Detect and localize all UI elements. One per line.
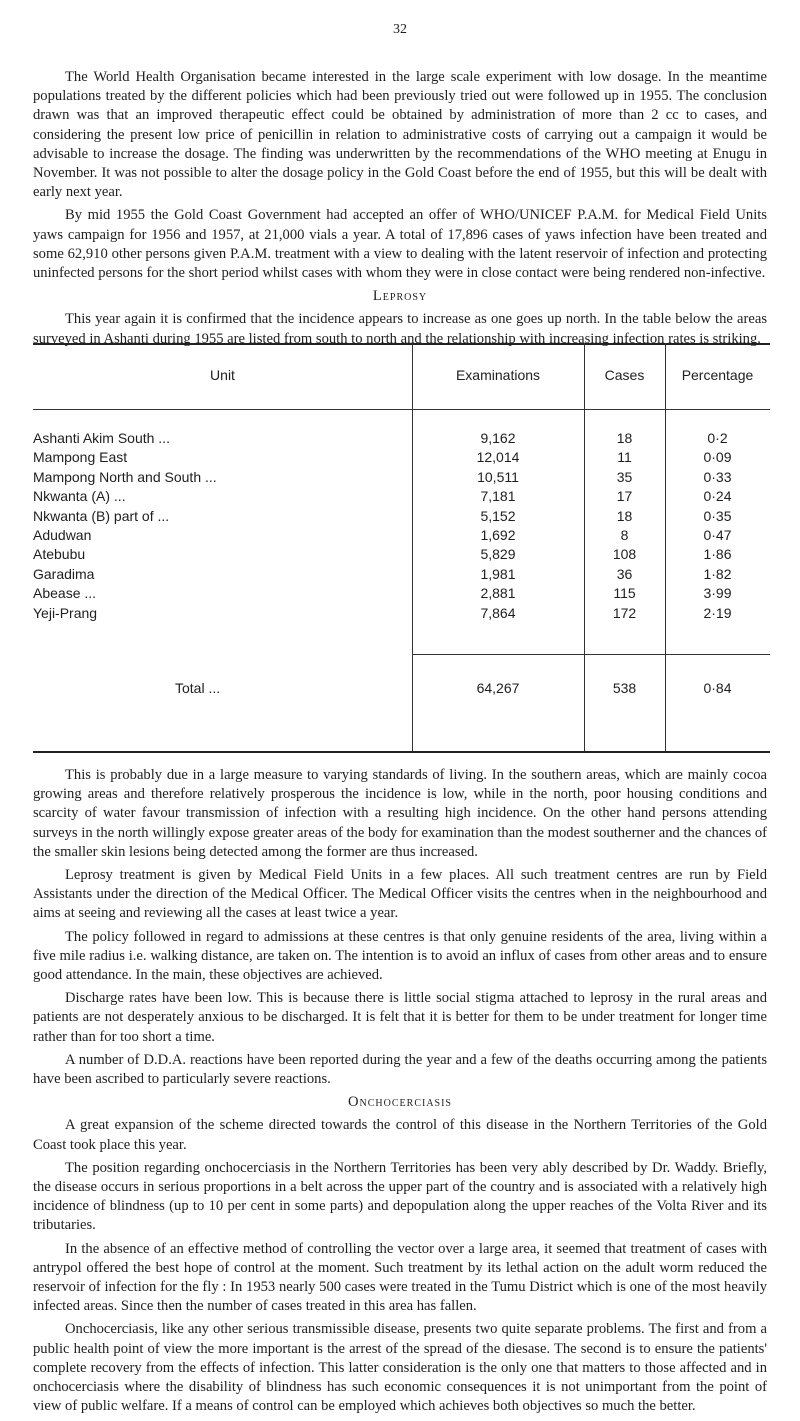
unit-name: Mampong East bbox=[33, 449, 128, 466]
page-number: 32 bbox=[393, 22, 407, 37]
upper-text bbox=[33, 68, 767, 353]
header-cases: Cases bbox=[604, 367, 645, 383]
percentage-value: 1·86 bbox=[703, 546, 732, 563]
leprosy-table bbox=[33, 343, 770, 755]
percentage-value: 1·82 bbox=[703, 565, 732, 582]
table-rule-total bbox=[412, 654, 770, 655]
header-unit: Unit bbox=[210, 367, 235, 383]
cases-value: 172 bbox=[612, 604, 637, 621]
unit-name: Nkwanta (A) ... bbox=[33, 488, 126, 505]
unit-name: Yeji-Prang bbox=[33, 604, 98, 621]
examinations-value: 10,511 bbox=[477, 468, 519, 485]
paragraph: Leprosy treatment is given by Medical Field Units in a few places. All such treatment centres are run by Field Assistants under the direction of the Medical Officer. The Medical Officer visits the centres when in the neighbourhood and aims at seeing and reviewing all the cases at least twice a year. bbox=[33, 867, 767, 922]
examinations-value: 1,981 bbox=[480, 565, 516, 582]
examinations-value: 7,864 bbox=[480, 604, 516, 621]
percentage-value: 0·35 bbox=[703, 507, 732, 524]
cases-value: 108 bbox=[612, 546, 637, 563]
unit-name: Garadima bbox=[33, 565, 95, 582]
cases-value: 18 bbox=[616, 507, 633, 524]
cases-value: 11 bbox=[617, 449, 632, 466]
percentage-value: 0·09 bbox=[703, 449, 732, 466]
section-heading-leprosy: Leprosy bbox=[372, 288, 428, 305]
examinations-value: 5,829 bbox=[480, 546, 516, 563]
cases-value: 36 bbox=[616, 565, 633, 582]
paragraph: A number of D.D.A. reactions have been reported during the year and a few of the deaths occurring among the patients have been ascribed to particularly severe reactions. bbox=[33, 1051, 767, 1088]
unit-name: Abease ... bbox=[33, 585, 97, 602]
percentage-value: 0·24 bbox=[703, 488, 732, 505]
total-percentage: 0·84 bbox=[703, 680, 732, 696]
examinations-value: 5,152 bbox=[480, 507, 516, 524]
section-heading-onchocerciasis: Onchocerciasis bbox=[348, 1094, 452, 1111]
cases-value: 115 bbox=[613, 585, 636, 602]
paragraph: The policy followed in regard to admissions at these centres is that only genuine residents of the area, living within a five mile radius i.e. walking distance, are taken on. The intention is to avoid an influx of cases from other areas and to ensure good attendance. In the main, these objectives are achieved. bbox=[33, 928, 767, 984]
unit-name: Adudwan bbox=[33, 527, 92, 543]
header-examinations: Examinations bbox=[455, 367, 541, 383]
percentage-value: 2·19 bbox=[703, 604, 732, 621]
unit-name: Mampong North and South ... bbox=[33, 468, 217, 485]
paragraph: By mid 1955 the Gold Coast Government had accepted an offer of WHO/UNICEF P.A.M. for Medical Field Units yaws campaign for 1956 and 1957, at 21,000 vials a year. A total of 17,896 cases of yaws infection have been treated and some 62,910 other persons given P.A.M. treatment with a view to dealing with the latent reservoir of infection and protecting uninfected persons for the short period whilst cases with whom they were in close contact were being rendered non-infective. bbox=[33, 207, 767, 282]
table-rule-top bbox=[33, 343, 770, 345]
percentage-value: 0·47 bbox=[703, 527, 732, 543]
examinations-value: 7,181 bbox=[480, 488, 516, 505]
paragraph: The position regarding onchocerciasis in the Northern Territories has been very ably described by Dr. Waddy. Briefly, the disease occurs in serious proportions in a belt across the upper part of the country and is associated with a relatively high incidence of blindness (up to 10 per cent in some parts) and depopulation along the upper reaches of the Volta River and its tributaries. bbox=[33, 1159, 767, 1234]
examinations-value: 1,692 bbox=[480, 527, 516, 543]
examinations-value: 9,162 bbox=[480, 430, 516, 446]
lower-text bbox=[33, 766, 767, 1421]
total-cases: 538 bbox=[612, 680, 637, 696]
total-examinations: 64,267 bbox=[476, 680, 520, 696]
cases-value: 35 bbox=[616, 468, 633, 485]
examinations-value: 2,881 bbox=[480, 585, 516, 602]
paragraph: The World Health Organisation became interested in the large scale experiment with low dosage. In the meantime populations treated by the different policies which had been previously tried out were followed up in 1955. The conclusion drawn was that an improved therapeutic effect could be obtained by administration of more than 2 cc to cases, and considering the present low price of penicillin in relation to administrative costs of carrying out a campaign it would be advisable to increase the dosage. The finding was underwritten by the recommendations of the WHO meeting at Enugu in November. It was not possible to alter the dosage policy in the Gold Coast before the end of 1955, but this will be dealt with early next year. bbox=[33, 69, 767, 201]
table-rule-header bbox=[33, 409, 770, 410]
percentage-value: 0·33 bbox=[703, 468, 732, 485]
paragraph: This year again it is confirmed that the incidence appears to increase as one goes up north. In the table below the areas surveyed in Ashanti during 1955 are listed from south to north and the relationship with increasing infection rates is striking. bbox=[33, 311, 767, 347]
paragraph: This is probably due in a large measure to varying standards of living. In the southern areas, which are mainly cocoa growing areas and therefore relatively prosperous the incidence is low, while in the north, poor housing conditions and scarcity of water favour transmission of infection with a resulting high incidence. On the other hand persons attending surveys in the north willingly expose greater areas of the body for examination than the modest southerner and the chances of the smaller skin lesions being detected among the former are thus increased. bbox=[33, 767, 767, 860]
cases-value: 18 bbox=[616, 430, 633, 446]
percentage-value: 3·99 bbox=[703, 585, 732, 602]
cases-value: 17 bbox=[616, 488, 633, 505]
unit-name: Atebubu bbox=[33, 546, 86, 563]
paragraph: A great expansion of the scheme directed towards the control of this disease in the Northern Territories of the Gold Coast took place this year. bbox=[33, 1117, 767, 1153]
header-percentage: Percentage bbox=[681, 367, 754, 383]
unit-name: Ashanti Akim South ... bbox=[33, 430, 170, 446]
table-rule-bottom bbox=[33, 751, 770, 753]
percentage-value: 0·2 bbox=[707, 430, 728, 446]
unit-name: Nkwanta (B) part of ... bbox=[33, 507, 170, 524]
cases-value: 8 bbox=[620, 527, 629, 543]
total-label: Total ... bbox=[175, 680, 221, 696]
paragraph: In the absence of an effective method of controlling the vector over a large area, it seemed that treatment of cases with antrypol offered the best hope of control at the moment. Such treatment by its lethal action on the adult worm reduced the reservoir of infection for the fly : In 1953 nearly 500 cases were treated in the Tumu District which is one of the most heavily infected areas. Since then the number of cases treated in this area has fallen. bbox=[33, 1240, 767, 1315]
paragraph: Discharge rates have been low. This is because there is little social stigma attached to leprosy in the rural areas and patients are not desperately anxious to be discharged. It is felt that it is better for them to be under treatment for longer time rather than for too short a time. bbox=[33, 990, 767, 1045]
examinations-value: 12,014 bbox=[476, 449, 520, 466]
paragraph: Onchocerciasis, like any other serious transmissible disease, presents two quite separate problems. The first and from a public health point of view the more important is the arrest of the spread of the diesase. The second is to ensure the patients' complete recovery from the effects of infection. This latter consideration is the only one that matters to those affected and in onchocerciasis where the disability of blindness has such economic consequences it is not unimportant from the point of view of public welfare. If a means of control can be employed which achieves both objectives so much the better. bbox=[33, 1321, 767, 1415]
